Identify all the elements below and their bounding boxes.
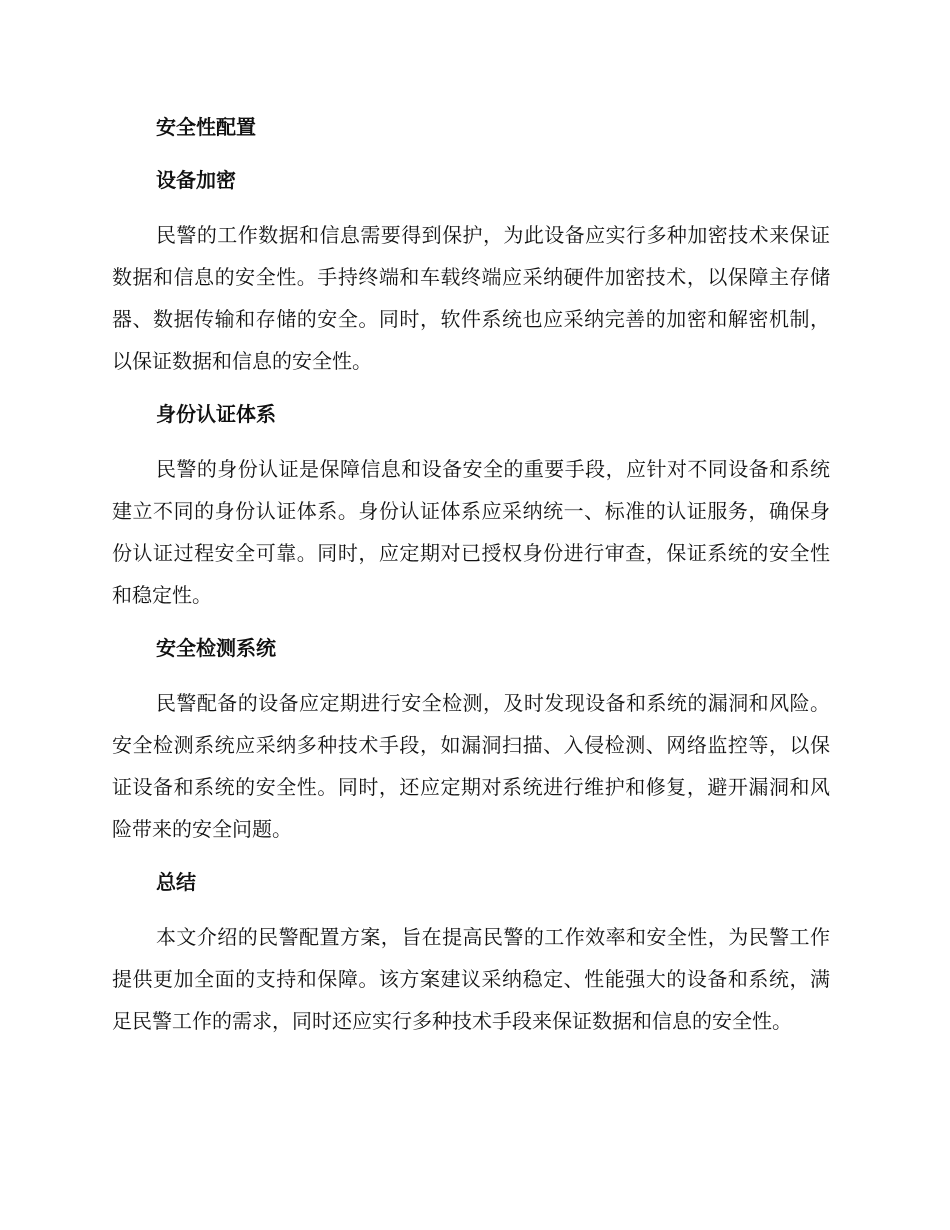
paragraph-security-detection: 民警配备的设备应定期进行安全检测，及时发现设备和系统的漏洞和风险。安全检测系统应采纳多种技术手段，如漏洞扫描、入侵检测、网络监控等，以保证设备和系统的安全性。同时，还应定期对系统进行维护和修复，避开漏洞和风险带来的安全问题。: [112, 691, 830, 841]
paragraph-summary: 本文介绍的民警配置方案，旨在提高民警的工作效率和安全性，为民警工作提供更加全面的支持和保障。该方案建议采纳稳定、性能强大的设备和系统，满足民警工作的需求，同时还应实行多种技术手段来保证数据和信息的安全性。: [112, 925, 830, 1033]
heading-identity-authentication: 身份认证体系: [156, 402, 276, 426]
paragraph-identity-authentication: 民警的身份认证是保障信息和设备安全的重要手段，应针对不同设备和系统建立不同的身份认证体系。身份认证体系应采纳统一、标准的认证服务，确保身份认证过程安全可靠。同时，应定期对已授权身份进行审查，保证系统的安全性和稳定性。: [112, 457, 830, 607]
heading-summary: 总结: [156, 870, 196, 894]
heading-security-detection: 安全检测系统: [156, 636, 276, 660]
section-title: 安全性配置: [156, 115, 256, 139]
paragraph-device-encryption: 民警的工作数据和信息需要得到保护，为此设备应实行多种加密技术来保证数据和信息的安全性。手持终端和车载终端应采纳硬件加密技术，以保障主存储器、数据传输和存储的安全。同时，软件系统也应采纳完善的加密和解密机制，以保证数据和信息的安全性。: [112, 223, 830, 373]
heading-device-encryption: 设备加密: [156, 168, 236, 192]
document-page: [112, 108, 830, 1055]
